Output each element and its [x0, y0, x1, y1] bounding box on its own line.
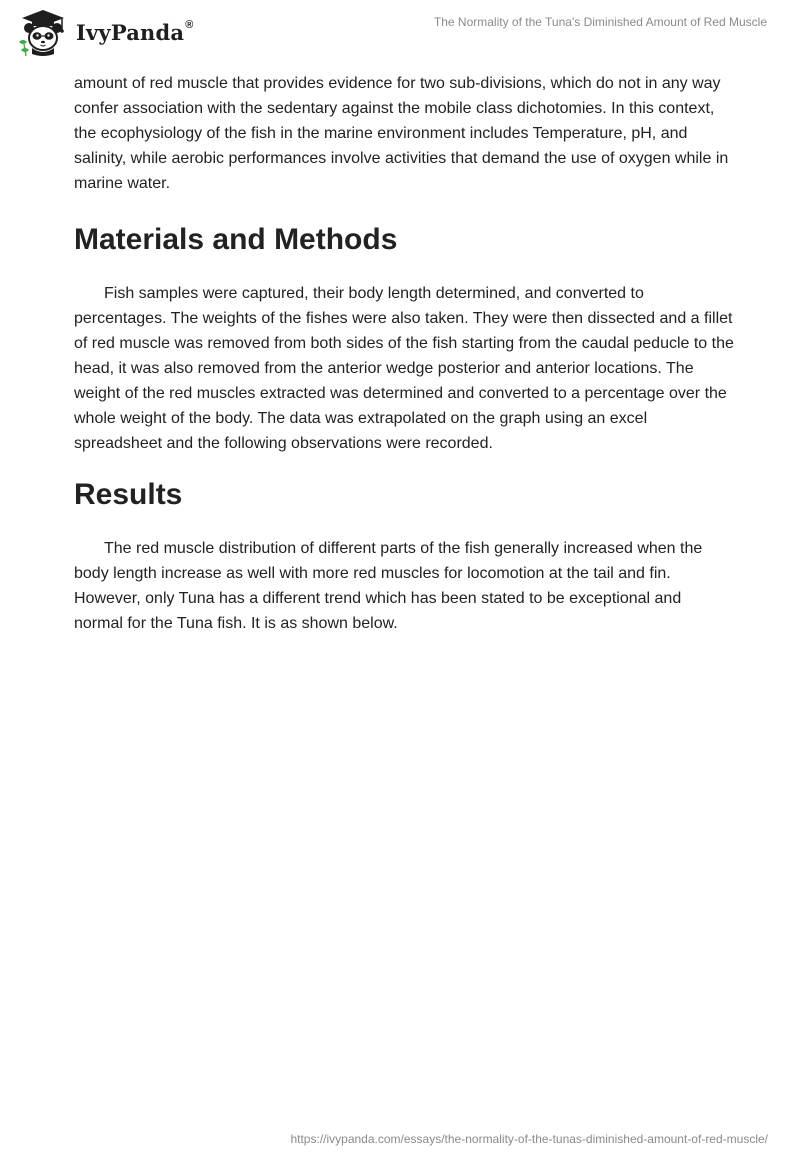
page-header [0, 0, 800, 64]
ivypanda-logo[interactable] [14, 8, 193, 58]
essay-body [74, 71, 734, 636]
intro-paragraph: amount of red muscle that provides evidence for two sub-divisions, which do not in any way confer association with the sedentary against the mobile class dichotomies. In this context, the ecophysiology of the fish in the marine environment includes Temperature, pH, and salinity, while aerobic performances involve activities that demand the use of oxygen while in marine water. [74, 75, 729, 192]
running-title: The Normality of the Tuna's Diminished Amount of Red Muscle [433, 15, 767, 29]
results-paragraph: The red muscle distribution of different parts of the fish generally increased when the body length increase as well with more red muscles for locomotion at the tail and fin. However, only Tuna has a different trend which has been stated to be exceptional and normal for the Tuna fish. It is as shown below. [74, 540, 703, 632]
registered-mark: ® [185, 19, 194, 31]
materials-methods-paragraph: Fish samples were captured, their body length determined, and converted to percentages. The weights of the fishes were also taken. They were then dissected and a fillet of red muscle was removed from both sides of the fish starting from the caudal peducle to the head, it was also removed from the anterior wedge posterior and anterior locations. The weight of the red muscles extracted was determined and converted to a percentage over the whole weight of the body. The data was extrapolated on the graph using an excel spreadsheet and the following observations were recorded. [74, 285, 734, 452]
brand-name: IvyPanda [76, 19, 185, 45]
source-url-link[interactable]: https://ivypanda.com/essays/the-normality-of-the-tunas-diminished-amount-of-red-muscle/ [290, 1132, 768, 1146]
section-heading-results: Results [74, 478, 183, 511]
panda-graduate-icon [14, 8, 72, 58]
section-heading-materials-methods: Materials and Methods [74, 223, 398, 256]
